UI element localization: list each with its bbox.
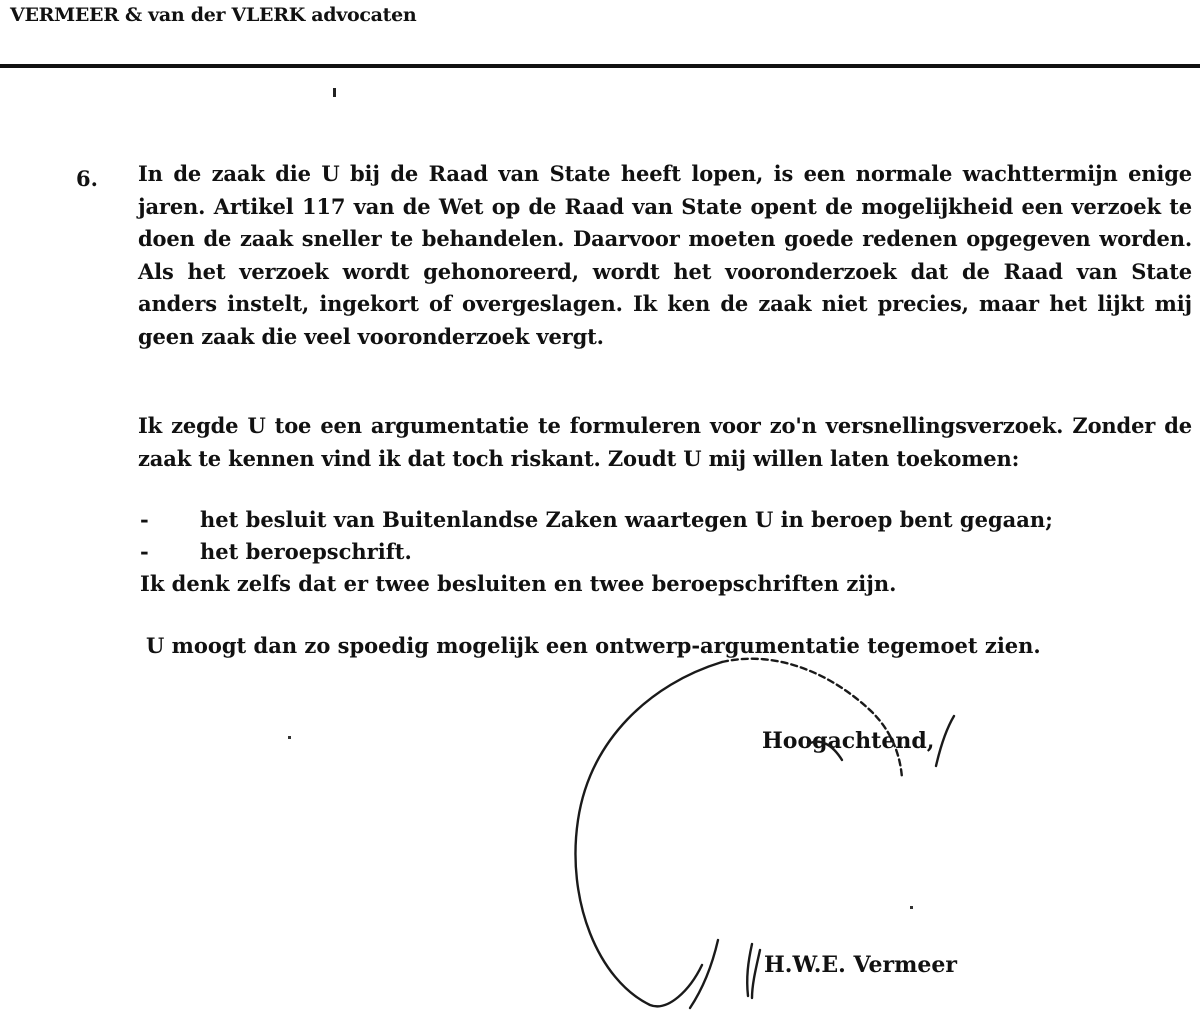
scan-speck	[288, 736, 291, 739]
list-item: het besluit van Buitenlandse Zaken waartegen U in beroep bent gegaan;	[200, 507, 1053, 532]
list-bullet: -	[140, 539, 149, 564]
signer-name: H.W.E. Vermeer	[764, 952, 957, 978]
letterhead: VERMEER & van der VLERK advocaten	[10, 4, 417, 26]
list-bullet: -	[140, 507, 149, 532]
paragraph-main: In de zaak die U bij de Raad van State heeft lopen, is een normale wachttermijn enige jaren. Artikel 117 van de Wet op de Raad van State opent de mogelijkheid een verzoek te doen de zaak sneller te behandelen. Daarvoor moeten goede redenen opgegeven worden. Als het verzoek wordt gehonoreerd, wordt het vooronderzoek dat de Raad van State anders instelt, ingekort of overgeslagen. Ik ken de zaak niet precies, maar het lijkt mij geen zaak die veel vooronderzoek vergt.	[138, 161, 1192, 349]
paragraph-number: 6.	[76, 166, 98, 191]
paragraph-request: Ik zegde U toe een argumentatie te formuleren voor zo'n versnellingsverzoek. Zonder de zaak te kennen vind ik dat toch riskant. Zoudt U mij willen laten toekomen:	[138, 413, 1192, 471]
paragraph-note: Ik denk zelfs dat er twee besluiten en twee beroepschriften zijn.	[140, 571, 897, 596]
scan-mark	[333, 88, 336, 97]
paragraph-closing: U moogt dan zo spoedig mogelijk een ontwerp-argumentatie tegemoet zien.	[146, 633, 1041, 658]
header-rule	[0, 64, 1200, 68]
scan-speck	[910, 906, 913, 909]
list-item: het beroepschrift.	[200, 539, 412, 564]
closing-salutation: Hoogachtend,	[762, 728, 935, 754]
